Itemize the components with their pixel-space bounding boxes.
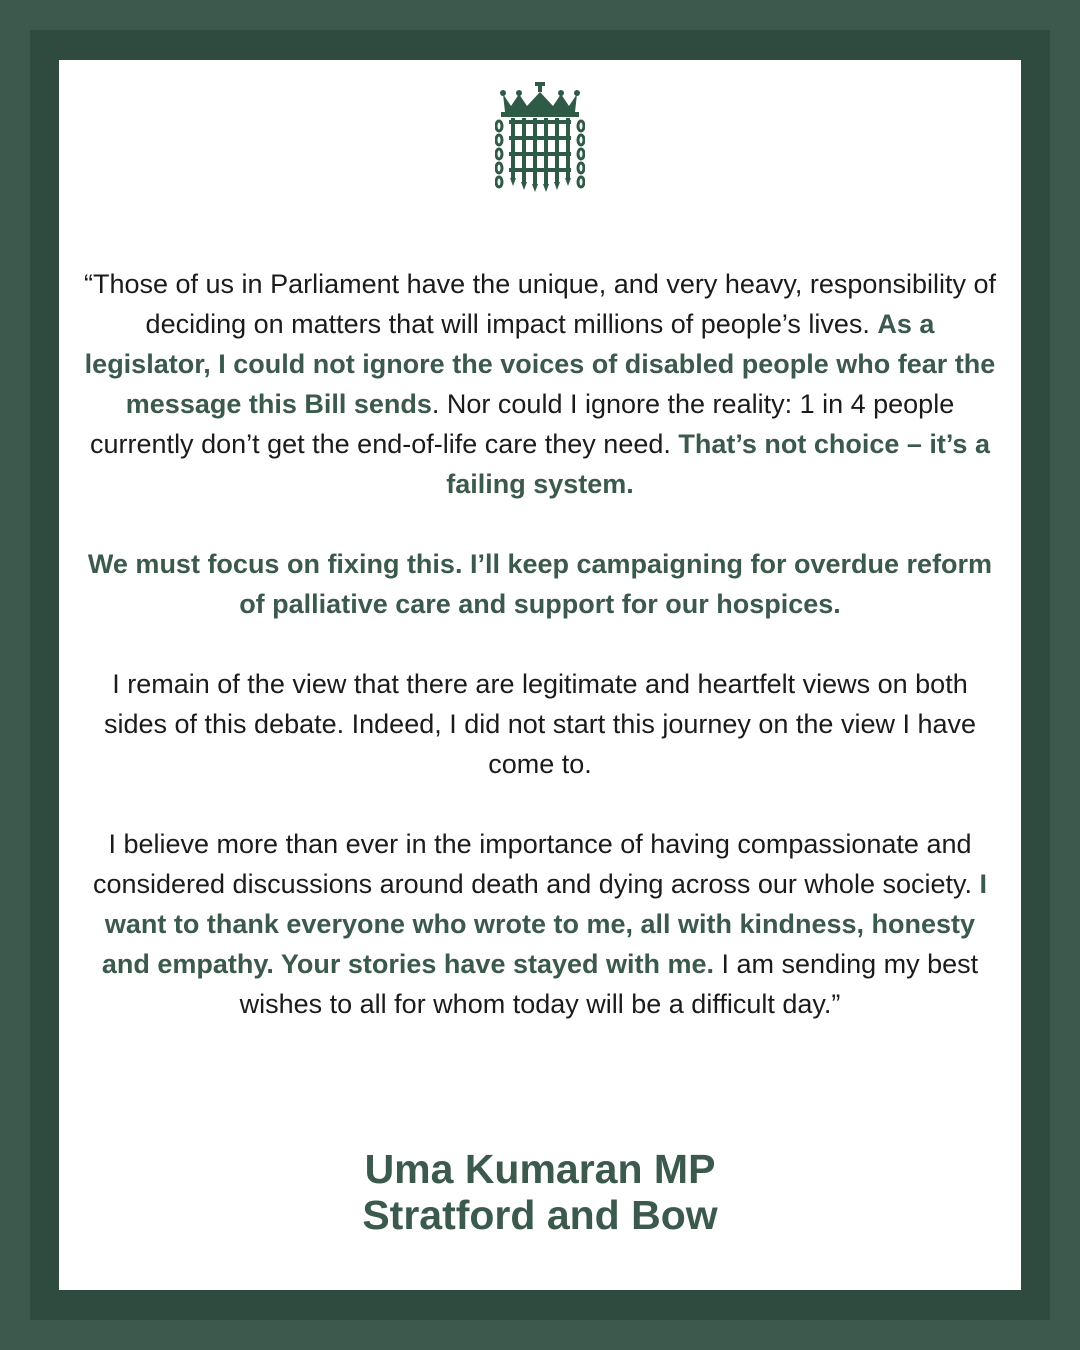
statement-paragraph-2: We must focus on fixing this. I’ll keep campaigning for overdue reform of palliative care and support for our hospices. [87, 549, 993, 619]
p1-highlight-b: As a legislator, I could not ignore the voices of disabled people who fear the message this Bill sends [84, 309, 996, 419]
statement-paragraph-4 [59, 824, 1021, 1024]
signature-name: Uma Kumaran MP [364, 1146, 716, 1192]
signature-constituency: Stratford and Bow [362, 1192, 718, 1238]
p4-highlight-b: I want to thank everyone who wrote to me, all with kindness, honesty and empathy. Your stories have stayed with me. [101, 869, 988, 979]
p1-text-c: . Nor could I ignore the reality: 1 in 4 people currently don’t get the end-of-life care they need. [90, 389, 955, 459]
statement-paragraph-1 [59, 264, 1021, 504]
signature [59, 1146, 1021, 1238]
statement-card [59, 60, 1021, 1290]
portcullis-crown-icon [495, 82, 585, 192]
statement-body [59, 264, 1021, 1064]
p4-text-a: I believe more than ever in the importance of having compassionate and considered discussions around death and dying across our whole society. [92, 829, 980, 899]
p1-highlight-d: That’s not choice – it’s a failing system. [446, 429, 990, 499]
statement-paragraph-3: I remain of the view that there are legitimate and heartfelt views on both sides of this debate. Indeed, I did not start this journey on the view I have come to. [103, 669, 977, 779]
p4-text-c: I am sending my best wishes to all for whom today will be a difficult day.” [239, 949, 979, 1019]
p1-text-a: “Those of us in Parliament have the unique, and very heavy, responsibility of deciding on matters that will impact millions of people’s lives. [83, 269, 996, 339]
